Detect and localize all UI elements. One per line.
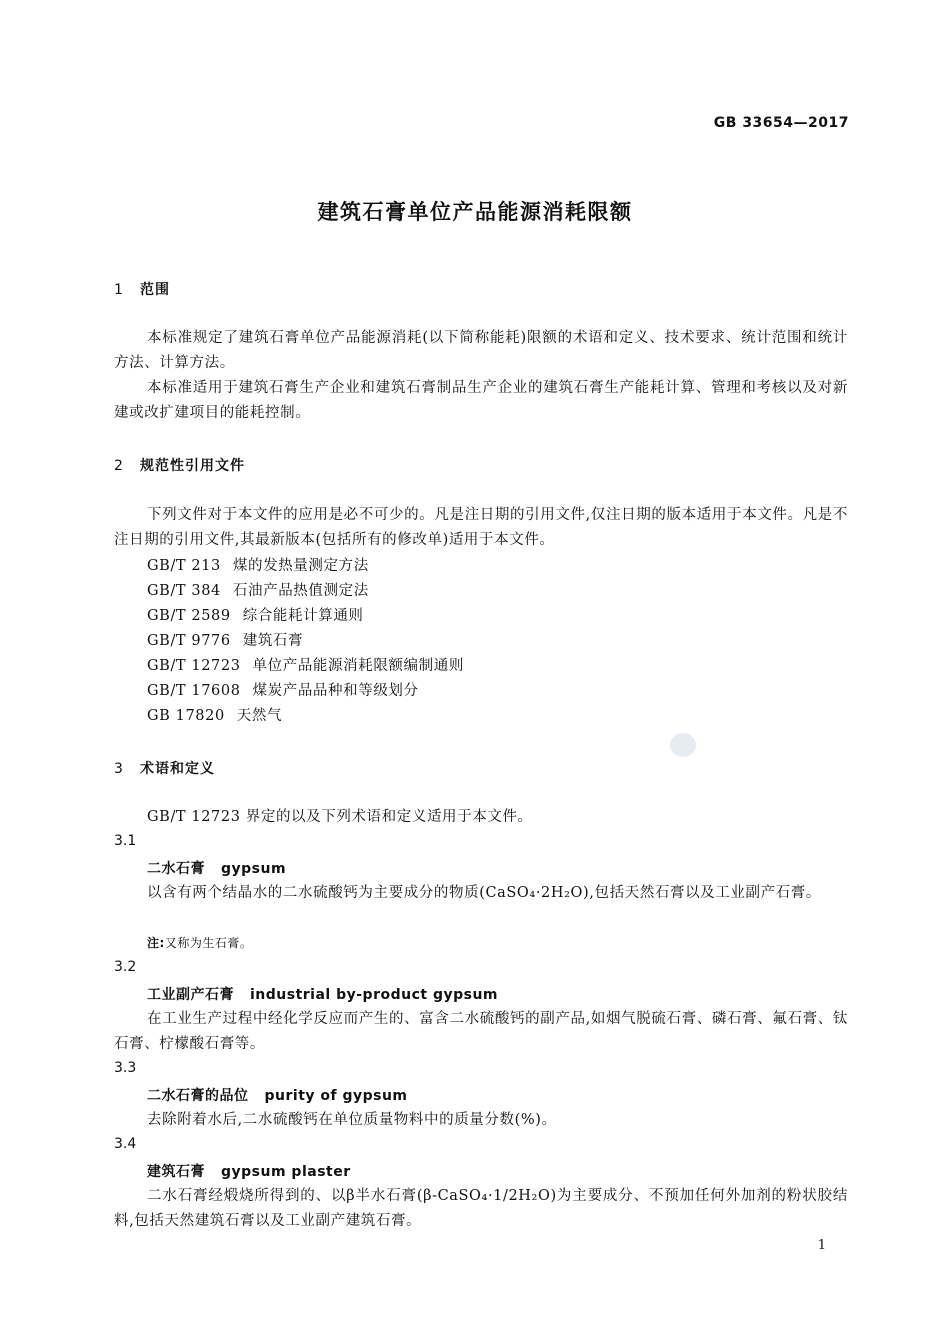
term-heading <box>147 858 286 878</box>
standard-number: GB 33654—2017 <box>713 115 849 131</box>
document-title: 建筑石膏单位产品能源消耗限额 <box>317 200 633 224</box>
reference-item <box>147 554 369 575</box>
reference-item <box>147 604 364 625</box>
term-en: purity of gypsum <box>264 1088 408 1104</box>
term-heading <box>147 984 498 1004</box>
term-heading <box>147 1161 351 1181</box>
reference-item <box>147 704 282 725</box>
clause-number: 3.4 <box>114 1136 137 1152</box>
reference-code: GB 17820 <box>147 708 225 724</box>
reference-title: 单位产品能源消耗限额编制通则 <box>252 658 464 674</box>
term-definition: 去除附着水后,二水硫酸钙在单位质量物料中的质量分数(%)。 <box>147 1112 557 1128</box>
term-zh: 二水石膏 <box>147 861 205 877</box>
term-zh: 建筑石膏 <box>147 1164 205 1180</box>
section-number: 1 <box>114 282 124 298</box>
clause-number: 3.1 <box>114 833 137 849</box>
term-zh: 工业副产石膏 <box>147 987 234 1003</box>
note-text: 又称为生石膏。 <box>164 936 253 950</box>
terms-intro: GB/T 12723 界定的以及下列术语和定义适用于本文件。 <box>147 809 533 825</box>
reference-item <box>147 679 419 700</box>
references-intro: 下列文件对于本文件的应用是必不可少的。凡是注日期的引用文件,仅注日期的版本适用于本文件。凡是不注日期的引用文件,其最新版本(包括所有的修改单)适用于本文件。 <box>114 507 848 548</box>
section-number: 3 <box>114 761 124 777</box>
term-en: industrial by-product gypsum <box>250 987 499 1003</box>
page-number: 1 <box>817 1238 826 1253</box>
reference-title: 煤炭产品品种和等级划分 <box>252 683 419 699</box>
reference-item <box>147 579 369 600</box>
scope-paragraph-2: 本标准适用于建筑石膏生产企业和建筑石膏制品生产企业的建筑石膏生产能耗计算、管理和考核以及对新建或改扩建项目的能耗控制。 <box>114 380 848 421</box>
reference-title: 综合能耗计算通则 <box>242 608 364 624</box>
reference-item <box>147 629 303 650</box>
watermark-logo <box>670 733 696 757</box>
reference-code: GB/T 9776 <box>147 633 231 649</box>
reference-code: GB/T 2589 <box>147 608 231 624</box>
reference-item <box>147 654 464 675</box>
section-title: 范围 <box>140 282 170 298</box>
reference-code: GB/T 12723 <box>147 658 241 674</box>
scope-paragraph-1: 本标准规定了建筑石膏单位产品能源消耗(以下简称能耗)限额的术语和定义、技术要求、统计范围和统计方法、计算方法。 <box>114 330 848 371</box>
section-title: 规范性引用文件 <box>140 458 245 474</box>
reference-code: GB/T 384 <box>147 583 221 599</box>
section-heading-normative-references <box>114 455 245 475</box>
section-heading-terms <box>114 758 215 778</box>
term-definition: 以含有两个结晶水的二水硫酸钙为主要成分的物质(CaSO₄·2H₂O),包括天然石膏以及工业副产石膏。 <box>147 885 821 901</box>
clause-number: 3.3 <box>114 1060 137 1076</box>
term-definition: 在工业生产过程中经化学反应而产生的、富含二水硫酸钙的副产品,如烟气脱硫石膏、磷石膏、氟石膏、钛石膏、柠檬酸石膏等。 <box>114 1011 848 1052</box>
reference-title: 煤的发热量测定方法 <box>232 558 369 574</box>
reference-code: GB/T 213 <box>147 558 221 574</box>
reference-title: 建筑石膏 <box>242 633 304 649</box>
reference-title: 天然气 <box>236 708 283 724</box>
reference-code: GB/T 17608 <box>147 683 241 699</box>
note-label: 注: <box>147 936 165 950</box>
reference-title: 石油产品热值测定法 <box>232 583 369 599</box>
clause-number: 3.2 <box>114 959 137 975</box>
term-en: gypsum plaster <box>221 1164 351 1180</box>
section-heading-scope <box>114 279 170 299</box>
term-note <box>147 934 252 951</box>
section-number: 2 <box>114 458 124 474</box>
term-en: gypsum <box>221 861 287 877</box>
term-zh: 二水石膏的品位 <box>147 1088 249 1104</box>
section-title: 术语和定义 <box>140 761 215 777</box>
term-heading <box>147 1085 408 1105</box>
term-definition: 二水石膏经煅烧所得到的、以β半水石膏(β-CaSO₄·1/2H₂O)为主要成分、不预加任何外加剂的粉状胶结料,包括天然建筑石膏以及工业副产建筑石膏。 <box>114 1188 848 1229</box>
